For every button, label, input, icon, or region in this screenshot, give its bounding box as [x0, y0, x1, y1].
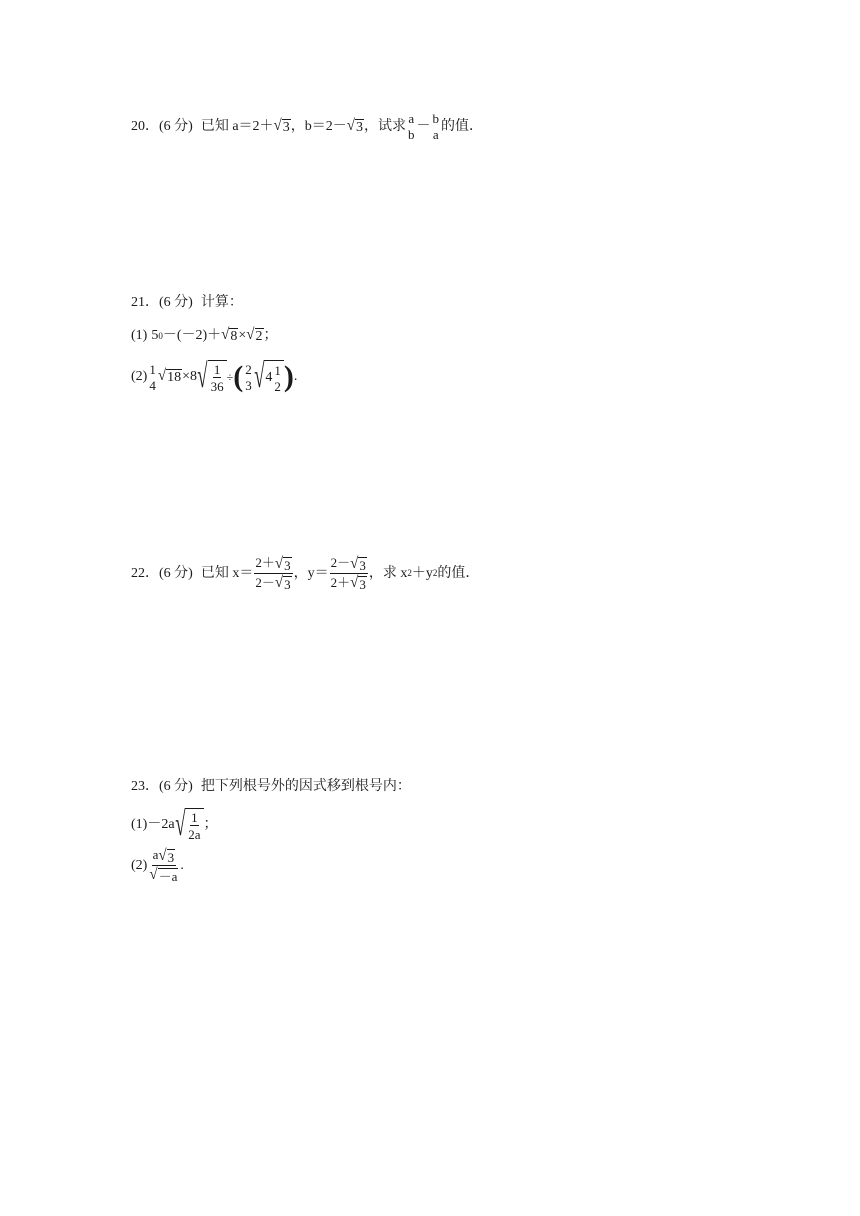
right-bracket: ): [283, 360, 294, 393]
question-22: 22．(6 分) 已知 x＝ 2＋ √ 3 2－ √ 3 ， y＝ 2－ √ 3 2＋ √ 3 ，求 x 2 ＋y 2 的值．: [131, 555, 480, 593]
question-20-intro: 已知 a＝2＋: [200, 118, 274, 134]
sqrt-fraction-1-36: √ $\frac{1}{36}$: [197, 360, 227, 394]
fraction-x: 2＋ √ 3 2－ √ 3: [255, 555, 291, 593]
left-bracket: (: [233, 360, 244, 393]
question-23-title: 把下列根号外的因式移到根号内：: [200, 779, 411, 794]
fraction-a-sqrt3-over-sqrt-neg-a: a √ 3 √ －a: [149, 847, 178, 885]
sqrt-2: √ 2: [246, 326, 263, 344]
sqrt-3: √ 3: [346, 117, 364, 135]
fraction-2-3: 2 3: [245, 361, 252, 393]
question-20-ask: ，试求: [364, 118, 407, 134]
question-21-part-2: (2) 1 4 √ 18 ×8 √ $\frac{1}{36}$ ÷ ( 2 3 √ 4 1 2 ) .: [131, 358, 298, 395]
sqrt-fraction-1-2a: √ $\frac{1}{2a}$: [175, 808, 204, 842]
question-20: 20．(6 分) 已知 a＝2＋ √ 3 ，b＝2－ √ 3 ，试求 a b － b a 的值．: [131, 111, 484, 142]
question-23-number: 23．(6 分): [131, 779, 193, 794]
question-21-number: 21．(6 分): [131, 295, 193, 310]
fraction-a-over-b: a b: [408, 111, 415, 142]
question-23-part-2: (2) a √ 3 √ －a .: [131, 847, 184, 885]
question-21-part-1: (1) 5 0 －(－2)＋ √ 8 × √ 2 ；: [131, 326, 278, 344]
question-22-number: 22．(6 分): [131, 565, 193, 581]
sqrt-18: √ 18: [157, 367, 182, 385]
question-21-title: 计算：: [200, 295, 243, 310]
question-20-number: 20．(6 分): [131, 118, 193, 134]
sqrt-8: √ 8: [221, 326, 238, 344]
fraction-b-over-a: b a: [432, 111, 440, 142]
sqrt-3: √ 3: [273, 117, 290, 135]
sqrt-mixed-4-1-2: √ 4 1 2: [254, 360, 284, 394]
question-20-mid: ，b＝2－: [290, 118, 347, 134]
question-20-tail: 的值．: [441, 118, 484, 134]
question-23-heading: [131, 780, 411, 794]
question-21-heading: [131, 296, 243, 310]
fraction-y: 2－ √ 3 2＋ √ 3: [330, 555, 366, 593]
question-23-part-1: (1)－2a √ $\frac{1}{2a}$ ；: [131, 806, 218, 843]
fraction-1-4: 1 4: [149, 361, 156, 393]
